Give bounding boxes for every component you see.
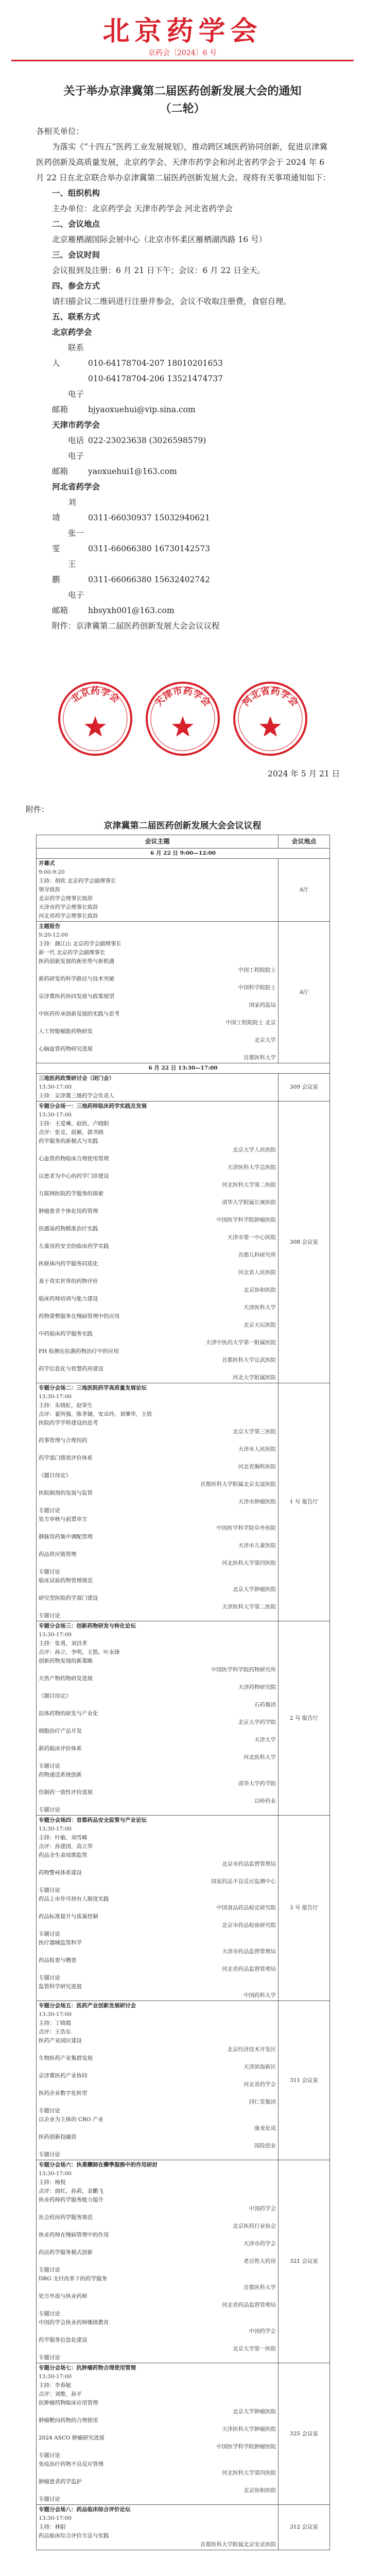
agenda-item-title: 京津冀医药协同发展与政策展望 (39, 993, 114, 999)
section-heading: 三、会议时间 (52, 250, 100, 260)
agenda-speaker: 石药集团 (254, 1702, 276, 1708)
agenda-speaker: 北京医药行业协会 (233, 2223, 276, 2229)
agenda-item-title: 主持：张勇，刘昌孝 (39, 1640, 88, 1647)
agenda-block-content (37, 2001, 279, 2160)
agenda-speaker: 老百姓大药房 (244, 2258, 276, 2264)
agenda-speaker: 北京市药品监督管理局 (222, 1861, 276, 1867)
section-heading: 四、参会方式 (52, 281, 100, 291)
agenda-item-title: 仿制药一致性评价进展 (39, 1789, 93, 1795)
agenda-block-title: 专题分会场八：药品临床综合评价论坛 (39, 2506, 131, 2513)
contact-line (36, 340, 332, 371)
agenda-item-title: 中医药传承创新发展的实践与思考 (39, 1011, 120, 1017)
agenda-item-title: 专题讨论 (39, 2496, 60, 2502)
letterhead (0, 0, 365, 62)
agenda-item-title: 主持：京津冀三地药学会负责人 (39, 1093, 114, 1099)
agenda-block (37, 2363, 330, 2505)
agenda-speaker: 中国医学科学院阜外医院 (216, 1525, 276, 1531)
section-heading: 一、组织机构 (52, 188, 100, 198)
agenda-speaker: 中国医学科学院药物研究所 (211, 1667, 276, 1673)
attachment-note: 附件：京津冀第二届医药创新发展大会会议议程 (52, 621, 220, 631)
agenda-item-title: 新药临床评价体系 (39, 1745, 82, 1752)
agenda-venue: 311 会议室 (279, 2001, 330, 2160)
agenda-speaker: 首都医科大学宣武医院 (222, 1357, 276, 1363)
agenda-speaker: 天津中医药大学第一附属医院 (205, 1340, 276, 1346)
agenda-item-title: 药品供应链管理 (39, 1551, 77, 1557)
notice-body (36, 124, 332, 634)
agenda-speaker: 清华大学药学院 (238, 1781, 276, 1787)
agenda-item-title: 专题讨论 (39, 2354, 60, 2361)
agenda-speaker: 天津市药学会 (244, 2241, 276, 2247)
agenda-speaker: 北京大学第一医院 (233, 2346, 276, 2352)
agenda-speaker: 天津大学 (254, 1737, 276, 1743)
agenda-item-title: 新药研发的科学路径与技术突破 (39, 976, 114, 982)
agenda-item-title: 专题讨论 (39, 2452, 60, 2459)
agenda-speaker: 北京市药品检验研究院 (222, 1922, 276, 1928)
agenda-item-title: 专题讨论 (39, 1807, 60, 1813)
agenda-speaker: 康龙化成 (254, 2125, 276, 2131)
contact-list (36, 325, 332, 618)
agenda-item-title: 药物重整服务在慢病管理中的应用 (39, 1313, 120, 1319)
agenda-venue: 1 号 报告厅 (279, 1383, 330, 1621)
agenda-block (37, 859, 330, 922)
agenda-block-title: 专题分会场七：抗肿瘤药物合理使用管理 (39, 2365, 136, 2371)
section-line: 请扫描会议二维码进行注册并参会，会议不收取注册费，食宿自理。 (52, 297, 292, 306)
contact-label: 张一雯 (52, 529, 84, 553)
agenda-speaker: 中国医学科学院肿瘤医院 (216, 1217, 276, 1223)
agenda-time: 9:20-12:00 (39, 932, 68, 938)
contact-label: 联系人 (52, 343, 84, 368)
contact-label: 刘 靖 (52, 498, 84, 522)
agenda-item-title: 肿瘤患者个体化用药管理 (39, 1208, 98, 1214)
contact-value: 010-64178704-207 18010201653 (88, 359, 223, 368)
agenda-item-title: 药品临床综合评价方法与实践 (39, 2533, 109, 2539)
agenda-item-title: 主持：胡欣 北京药学会副理事长 (39, 878, 116, 884)
agenda-date-row (37, 1063, 330, 1074)
agenda-item-title: 药店药学服务模式创新 (39, 2249, 93, 2256)
agenda-venue: A厅 (279, 859, 330, 922)
agenda-item-title: 点评：曲红，孙莉，金鹏飞 (39, 2188, 103, 2194)
agenda-speaker: 国投创业 (254, 2143, 276, 2149)
agenda-block-content (37, 1816, 279, 2001)
agenda-item-title: 专题讨论 (39, 2267, 60, 2273)
agenda-block-content (37, 859, 279, 922)
agenda-time: 13:30-17:00 (39, 1632, 72, 1638)
contact-line (36, 556, 332, 587)
agenda-time: 13:30-17:00 (39, 1112, 72, 1118)
contact-label: 电子邮箱 (52, 451, 84, 476)
agenda-speaker: 以岭药业 (254, 1798, 276, 1804)
agenda-header-venue: 会议地点 (279, 835, 330, 849)
agenda-item-title: 处方外流与执业药师 (39, 2293, 88, 2299)
agenda-item-title: 主持：朱晓虹，赵荣生 (39, 1402, 93, 1409)
agenda-item-title: 2024 ASCO 肿瘤研究进展 (39, 2435, 105, 2441)
agenda-venue: 325 会议室 (279, 2363, 330, 2505)
agenda-item-title: 药学服务信息化建设 (39, 2337, 88, 2343)
agenda-speaker: 天津医科大学肿瘤医院 (222, 2426, 276, 2432)
contact-line (36, 526, 332, 556)
agenda-item-title: 医院药学学科建设的思考 (39, 1420, 98, 1426)
agenda-speaker: 河北医科大学第四医院 (222, 2470, 276, 2476)
agenda-block-title: 专题分会场六：执業藥師在藥學服務中的作用研討 (39, 2162, 158, 2168)
seal-star-icon (259, 716, 281, 737)
agenda-block (37, 1621, 330, 1816)
agenda-speaker: 河北医科大学第二医院 (222, 1182, 276, 1188)
contact-org: 河北省药学会 (52, 482, 100, 492)
agenda-speaker: 北京经济技术开发区 (227, 2046, 276, 2053)
agenda-date: 6 月 22 日 9:00—12:00 (37, 849, 330, 859)
agenda-block-title: 专题分会场三：创新药物研发与转化论坛 (39, 1623, 136, 1629)
agenda-time: 13:30-17:00 (39, 2515, 72, 2521)
agenda-block-content (37, 2363, 279, 2505)
notice-title-line1: 关于举办京津冀第二届医药创新发展大会的通知 (63, 84, 302, 98)
agenda-item-title: 《题目待定》 (39, 1693, 71, 1699)
notice-title (0, 82, 365, 117)
agenda-item-title: 处方审核与前置审方 (39, 1516, 88, 1522)
agenda-block-content (37, 2160, 279, 2363)
agenda-item-title: 基于真实世界的药物评价 (39, 1278, 98, 1284)
section-line: 主办单位：北京药学会 天津市药学会 河北省药学会 (52, 204, 233, 213)
agenda-speaker: 河北医科大学第四医院 (222, 1560, 276, 1566)
agenda-item-title: 免疫治疗药物不良反应管理 (39, 2461, 103, 2467)
agenda-item-title: 专题讨论 (39, 1887, 60, 1893)
contact-value: 0311-66066380 15632402742 (88, 575, 210, 584)
agenda-item-title: 专题讨论 (39, 2311, 60, 2317)
agenda-venue: 321 会议室 (279, 2160, 330, 2363)
agenda-date: 6 月 22 日 13:30—17:00 (37, 1063, 330, 1074)
agenda-block (37, 1383, 330, 1621)
agenda-speaker: 北京协和医院 (244, 1287, 276, 1293)
agenda-item-title: 药物递送系统创新 (39, 1772, 82, 1778)
agenda-item-title: 专题讨论 (39, 1975, 60, 1981)
contact-label: 电话 (68, 436, 84, 445)
agenda-venue: A厅 (279, 922, 330, 1063)
agenda-speaker: 河北省药品监督管理局 (222, 2302, 276, 2308)
agenda-speaker: 河北省药学会 (244, 2081, 276, 2088)
agenda-item-title: PH 检测在抗菌药物治疗中的应用 (39, 1348, 119, 1354)
agenda-speaker: 中国药学会 (249, 2328, 276, 2334)
agenda-item-title: 专题讨论 (39, 1931, 60, 1937)
agenda-speaker: 天津滨海新区 (244, 2064, 276, 2070)
agenda-item-title: 专题讨论 (39, 1569, 60, 1575)
section-line: 北京雁栖湖国际会展中心（北京市怀柔区雁栖湖西路 16 号） (52, 235, 267, 244)
agenda-speaker: 河北省胸科医院 (238, 1464, 276, 1470)
agenda-block-title: 专题分会场五：医药产业创新发展研讨会 (39, 2003, 136, 2009)
agenda-item-title: 专题讨论 (39, 1763, 60, 1769)
agenda-speaker: 河北大学附属医院 (233, 1375, 276, 1381)
agenda-item-title: 人工智能赋能药物研发 (39, 1028, 93, 1035)
agenda-block-title: 专题分会场四：首都药品安全监管与产业论坛 (39, 1817, 147, 1823)
agenda-speaker: 中国医学科学院肿瘤医院 (216, 2444, 276, 2450)
contact-label: 电子邮箱 (52, 389, 84, 414)
attachment-label: 附件： (26, 805, 49, 814)
agenda-speaker: 天津市第一中心医院 (227, 1234, 276, 1241)
agenda-speaker: 天津市药品监督管理局 (222, 1948, 276, 1955)
agenda-venue: 2 号 报告厅 (279, 1621, 330, 1816)
agenda-speaker: 天津医科大学第二医院 (222, 1604, 276, 1610)
contact-line (36, 433, 332, 448)
agenda-speaker: 天津市儿童医院 (238, 1543, 276, 1549)
agenda-speaker: 天津市肿瘤医院 (238, 1499, 276, 1505)
agenda-item-title: 主持：李春妮 (39, 2382, 71, 2388)
agenda-speaker: 天津药物研究院 (238, 1684, 276, 1690)
contact-value: 0311-66030937 15032940621 (88, 513, 210, 522)
agenda-date-row (37, 849, 330, 859)
agenda-item-title: 点评：翟所强，陈孝储，安卓玲，刘肇华，王欣 (39, 1411, 152, 1417)
agenda-item-title: 医药产业园区建设 (39, 2038, 82, 2044)
agenda-item-title: 新一代 北京药学会副理事长 (39, 950, 106, 956)
agenda-speaker: 国家药监局 (249, 1002, 276, 1008)
agenda-item-title: 北京药学会理事长致辞 (39, 895, 93, 902)
agenda-block (37, 2160, 330, 2363)
agenda-speaker: 北京大学人民医院 (233, 1147, 276, 1153)
agenda-venue: 312 会议室 (279, 2505, 330, 2550)
agenda-item-title: 儿童用药安全的临床药学实践 (39, 1243, 109, 1249)
agenda-item-title: 执业药师药学服务能力提升 (39, 2197, 103, 2203)
agenda-speaker: 中国药学会 (249, 2206, 276, 2212)
red-divider (11, 60, 354, 61)
agenda-header-topic: 会议主题 (37, 835, 279, 849)
agenda-item-title: 生物医药产业集群发展 (39, 2055, 93, 2061)
agenda-item-title: 抗体药物的研发与产业化 (39, 1710, 98, 1717)
agenda-item-title: 药学服务的新模式与实践 (39, 1138, 98, 1144)
contact-line (36, 448, 332, 479)
agenda-item-title: 《题目待定》 (39, 1472, 71, 1479)
seal-star-icon (172, 716, 194, 737)
agenda-item-title: 专题讨论 (39, 1507, 60, 1514)
agenda-speaker: 北京大学肿瘤医院 (233, 2409, 276, 2415)
agenda-speaker: 河北省药品监督管理局 (222, 1966, 276, 1972)
seal-stamp (144, 680, 221, 757)
agenda-time: 13:30-17:00 (39, 2011, 72, 2018)
agenda-item-title: 专题讨论 (39, 2108, 60, 2114)
agenda-speaker: 北京大学药学院 (238, 1719, 276, 1725)
agenda-speaker: 中国食品药品检定研究院 (216, 1905, 276, 1911)
agenda-venue: 309 会议室 (279, 1074, 330, 1101)
agenda-item-title: 临床药师培训与能力建设 (39, 1296, 98, 1302)
sign-date: 2024 年 5 月 21 日 (268, 769, 340, 778)
agenda-item-title: 执业药师在慢病管理中的作用 (39, 2232, 109, 2238)
agenda-item-title: 医药企业数字化转型 (39, 2090, 88, 2096)
agenda-item-title: 主持：杨悦 (39, 2179, 66, 2185)
agenda-time: 13:30-17:00 (39, 2374, 72, 2380)
agenda-time: 13:30-17:00 (39, 1084, 72, 1090)
agenda-block (37, 922, 330, 1063)
agenda-speaker: 北京天坛医院 (244, 1322, 276, 1328)
agenda-speaker: 中国科学院院士 (238, 985, 276, 991)
agenda-item-title: 研究型医院药学部门建设 (39, 1595, 98, 1601)
contact-label: 电子邮箱 (52, 590, 84, 615)
agenda-item-title: 以患者为中心的药学门诊建设 (39, 1173, 109, 1179)
agenda-item-title: 临床试验药物管理规范 (39, 1578, 93, 1584)
agenda-item-title: 天津市药学会理事长致辞 (39, 904, 98, 910)
agenda-speaker: 首都医科大学 (244, 2284, 276, 2291)
agenda-block (37, 2001, 330, 2160)
agenda-block-title: 三地医药政策研讨会（闭门会） (39, 1075, 114, 1081)
agenda-item-title: 医联体内药学服务同质化 (39, 1261, 98, 1267)
agenda-item-title: 京津冀医药产业协同 (39, 2073, 88, 2079)
agenda-item-title: 专题讨论 (39, 1613, 60, 1619)
agenda-speaker: 首都医科大学 (244, 1055, 276, 1061)
agenda-item-title: 心脑血管药物研究进展 (39, 1046, 93, 1052)
agenda-item-title: 药品上市许可持有人制度实践 (39, 1896, 109, 1902)
agenda-speaker: 国家药品不良反应监测中心 (211, 1878, 276, 1885)
seal-text: 天津市药学会 (153, 685, 213, 709)
agenda-item-title: 点评：刘维，孙平 (39, 2391, 82, 2397)
seal-row (0, 680, 365, 762)
contact-line (36, 495, 332, 526)
agenda-item-title: 互联网医院药学服务的探索 (39, 1191, 103, 1197)
contact-value: yaoxuehui1@163.com (88, 467, 177, 476)
agenda-item-title: 主持：丁晓霞 (39, 2020, 71, 2026)
agenda-item-title: 领导致辞 (39, 887, 60, 893)
seal-text: 河北省药学会 (240, 685, 300, 709)
section-heading: 五、联系方式 (52, 312, 100, 321)
contact-line (36, 587, 332, 618)
agenda-venue: 308 会议室 (279, 1101, 330, 1383)
agenda-block (37, 1101, 330, 1383)
contact-label: 王 鹏 (52, 560, 84, 584)
intro-paragraph: 为落实《“十四五”医药工业发展规划》，推动跨区域医药协同创新，促进京津冀医药创新及高质量发展，北京药学会、天津市药学会和河北省药学会于 2024 年 6 月 22 日在北京联合举办京津冀第二届医药创新发展大会。现将有关事项通知如下： (36, 142, 331, 182)
agenda-block-content (37, 1383, 279, 1621)
agenda-item-title: 点评：王浩东 (39, 2029, 71, 2035)
agenda-item-title: 专题讨论 (39, 2151, 60, 2158)
agenda-block-title: 专题分会场一：三地药师临床药学实践及发展 (39, 1103, 147, 1109)
agenda-item-title: 以企业为主体的 CRO 产业 (39, 2116, 103, 2123)
agenda-speaker: 天津医科大学总医院 (227, 1164, 276, 1171)
seal-text: 北京药学会 (69, 686, 121, 705)
section-heading: 二、会议地点 (52, 219, 100, 229)
agenda-speaker: 天津医科大学 (244, 1304, 276, 1311)
agenda-block-title: 开幕式 (39, 860, 55, 867)
agenda-block (37, 1816, 330, 2001)
agenda-time: 9:00-9:20 (39, 869, 65, 875)
agenda-venue: 3 号 报告厅 (279, 1816, 330, 2001)
agenda-item-title: 点评：孙建国，高立华 (39, 1843, 93, 1850)
agenda-block-content (37, 1074, 279, 1101)
agenda-item-title: 点评：张克，屈颖，郭书晓 (39, 1129, 103, 1136)
agenda-item-title: 药学部门绩效评价体系 (39, 1455, 93, 1461)
agenda-block-title: 专题分会场二：三地医院药学高质量发展论坛 (39, 1385, 147, 1391)
section-line: 会议报到及注册：6 月 21 日下午；会议：6 月 22 日全天。 (52, 266, 266, 275)
agenda-item-title: 抗感染药物精准治疗实践 (39, 1226, 98, 1232)
agenda-speaker: 北京大学肿瘤医院 (233, 1586, 276, 1592)
agenda-speaker: 首都医科大学附属北京友谊医院 (200, 1481, 276, 1487)
agenda-item-title: 医院制剂的发展与监管 (39, 1490, 93, 1496)
agenda-title: 京津冀第二届医药创新发展大会会议议程 (103, 821, 262, 831)
agenda-item-title: 药学信息化与智慧药房建设 (39, 1366, 103, 1372)
agenda-block (37, 1074, 330, 1101)
agenda-item-title: 中药临床药学服务实践 (39, 1331, 93, 1337)
contact-value: 010-64178704-206 13521474737 (88, 374, 223, 383)
notice-sections (36, 185, 332, 325)
agenda-item-title: DRG 支付改革下的药学服务 (39, 2276, 108, 2282)
agenda-speaker: 北京大学 (254, 1037, 276, 1043)
agenda-item-title: 点评：孙立，李明，王凯，叶永锋 (39, 1649, 120, 1655)
agenda-speaker: 同仁堂集团 (249, 2099, 276, 2105)
agenda-item-title: 创新药物发现的新策略 (39, 1658, 93, 1664)
agenda-item-title: 天然产物药物研发进展 (39, 1675, 93, 1682)
agenda-item-title: 主持：王爱琳，赵欣，卢晓阳 (39, 1121, 109, 1127)
agenda-speaker: 北京大学第三医院 (233, 1429, 276, 1435)
agenda-item-title: 社会药房药学服务规范 (39, 2214, 93, 2221)
contact-org: 天津市药学会 (52, 420, 100, 430)
agenda-item-title: 细胞治疗产品开发 (39, 1728, 82, 1734)
agenda-item-title: 药品检查与稽查 (39, 1957, 77, 1963)
agenda-item-title: 药物警戒体系建设 (39, 1870, 82, 1876)
agenda-block-content (37, 2505, 279, 2550)
contact-value: hbsyxh001@163.com (88, 606, 175, 615)
agenda-speaker: 中国工程院院士 北京 (225, 1020, 276, 1026)
agenda-item-title: 药品全生命周期监管 (39, 1852, 88, 1858)
agenda-block-content (37, 922, 279, 1063)
agenda-block-content (37, 1621, 279, 1816)
agenda-item-title: 主持：林阳 (39, 2524, 66, 2530)
agenda-item-title: 河北省药学会理事长致辞 (39, 913, 98, 919)
agenda-item-title: 监管科学研究进展 (39, 1984, 82, 1990)
agenda-item-title: 肿瘤靶向药物的合理使用 (39, 2417, 98, 2424)
notice-title-line2: （二轮） (160, 102, 205, 115)
agenda-time: 13:30-17:00 (39, 1394, 72, 1400)
agenda-speaker: 首都医科大学附属北京安贞医院 (200, 2541, 276, 2548)
contact-value: 022-23023638 (3026598579) (88, 436, 206, 445)
agenda-speaker: 天津市人民医院 (238, 1446, 276, 1452)
agenda-table (36, 835, 330, 2550)
doc-number: 京药会〔2024〕6 号 (148, 49, 217, 57)
agenda-speaker: 清华大学附属长庚医院 (222, 1199, 276, 1206)
agenda-time: 13:30-17:00 (39, 2171, 72, 2177)
seal-stamp (57, 680, 134, 757)
contact-org: 北京药学会 (52, 327, 92, 337)
agenda-item-title: 静脉用药集中调配管理 (39, 1534, 93, 1540)
salutation: 各相关单位： (36, 127, 84, 136)
agenda-item-title: 心血管药物临床合理使用管理 (39, 1156, 109, 1162)
contact-value: 0311-66066380 16730142573 (88, 544, 210, 553)
agenda-item-title: 药品标准提升与质量控制 (39, 1913, 98, 1920)
agenda-block-title: 主题报告 (39, 923, 60, 929)
agenda-block-content (37, 1101, 279, 1383)
agenda-item-title: 药事管理与合理用药 (39, 1437, 88, 1444)
agenda-speaker: 中国药科大学 (244, 1992, 276, 1998)
agenda-item-title: 医药创新投融资 (39, 2134, 77, 2140)
agenda-item-title: 中国药学会执业药师继续教育 (39, 2319, 109, 2326)
agenda-item-title: 医药创新发展的新形势与新机遇 (39, 958, 114, 964)
agenda-item-title: 抗肿瘤药物临床应用管理 (39, 2400, 98, 2406)
contact-line (36, 386, 332, 417)
agenda-speaker: 中国工程院院士 (238, 967, 276, 973)
agenda-item-title: 肿瘤患者药学监护 (39, 2479, 82, 2485)
agenda-item-title: 医疗器械监管科学 (39, 1940, 82, 1946)
contact-value: bjyaoxuehui@vip.sina.com (88, 405, 196, 414)
seal-stamp (232, 680, 309, 757)
org-title: 北京药学会 (102, 15, 263, 47)
agenda-item-title: 主持：颜江山 北京药学会副理事长 (39, 941, 121, 947)
agenda-speaker: 河北省人民医院 (238, 1269, 276, 1276)
agenda-speaker: 首都儿科研究所 (238, 1252, 276, 1258)
seal-star-icon (84, 716, 106, 737)
agenda-speaker: 北京协和医院 (244, 2487, 276, 2494)
agenda-item-title: 主持：叶敏，刘雪峰 (39, 1835, 88, 1841)
contact-line (36, 371, 332, 386)
agenda-block (37, 2505, 330, 2550)
agenda-time: 13:30-17:00 (39, 1826, 72, 1832)
agenda-speaker: 河北医科大学 (244, 1754, 276, 1760)
